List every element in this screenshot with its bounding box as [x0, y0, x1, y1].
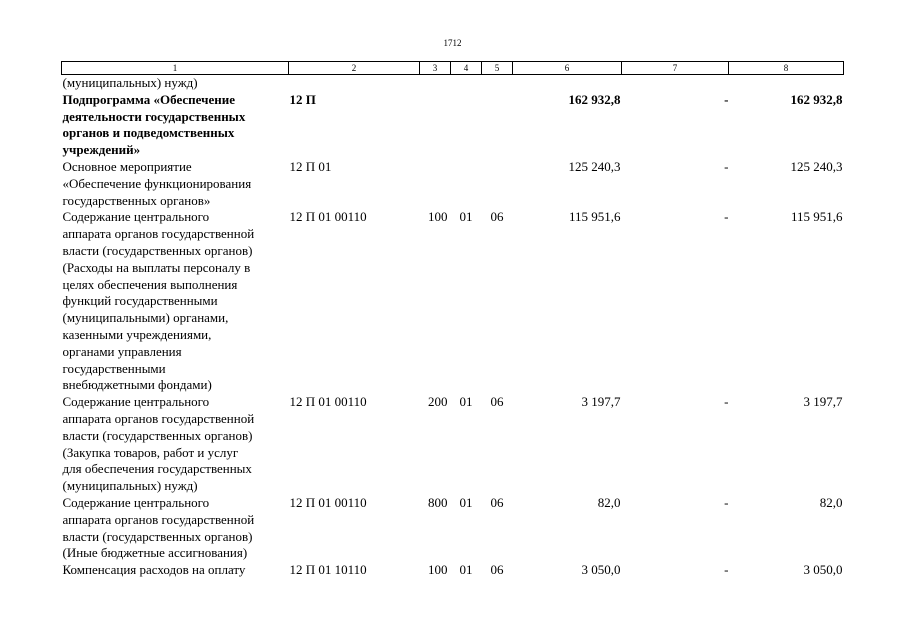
row-subsection: [482, 75, 513, 92]
row-expense-type: 800: [428, 494, 448, 510]
row-expense-type: [420, 92, 451, 159]
table-row: [62, 495, 844, 562]
row-name: [62, 495, 289, 562]
row-name-line: (Иные бюджетные ассигнования): [62, 545, 248, 561]
table-row: [62, 562, 844, 579]
header-col-1: 1: [62, 62, 289, 75]
row-expense-type: 100: [428, 209, 448, 225]
header-col-8: 8: [729, 62, 844, 75]
row-expense-type: 100: [428, 562, 448, 578]
row-name-line: органами управления: [62, 343, 182, 359]
table-row: [62, 209, 844, 394]
row-amount-col-6: 115 951,6: [568, 209, 621, 225]
row-name-line: органов и подведомственных: [62, 125, 235, 141]
row-name: [62, 394, 289, 495]
row-section: [451, 159, 482, 209]
row-name: [62, 159, 289, 209]
row-name-line: аппарата органов государственной: [62, 511, 255, 527]
row-amount-col-8: 125 240,3: [790, 158, 843, 174]
row-name-line: власти (государственных органов): [62, 427, 253, 443]
row-name-line: для обеспечения государственных: [62, 461, 252, 477]
row-name-line: аппарата органов государственной: [62, 226, 255, 242]
row-name-line: Содержание центрального: [62, 394, 210, 410]
row-name-line: государственных органов»: [62, 192, 211, 208]
row-name-line: деятельности государственных: [62, 108, 246, 124]
row-name-line: целях обеспечения выполнения: [62, 276, 238, 292]
table-row: [62, 92, 844, 159]
row-amount-col-8: [729, 75, 844, 92]
header-col-2: 2: [289, 62, 420, 75]
row-name-line: (муниципальными) органами,: [62, 310, 229, 326]
row-amount-col-7: -: [724, 158, 729, 174]
row-target-code: 12 П 01 00110: [289, 494, 367, 510]
page-number: 1712: [443, 38, 462, 48]
row-section: 01: [459, 394, 473, 410]
row-name-line: Содержание центрального: [62, 494, 210, 510]
row-subsection: 06: [490, 494, 504, 510]
row-name-line: учреждений»: [62, 142, 141, 158]
row-name-line: власти (государственных органов): [62, 242, 253, 258]
header-col-3: 3: [420, 62, 451, 75]
row-amount-col-8: 82,0: [819, 494, 843, 510]
header-col-4: 4: [451, 62, 482, 75]
row-expense-type: [420, 159, 451, 209]
row-name-line: внебюджетными фондами): [62, 377, 212, 393]
row-name: [62, 92, 289, 159]
row-amount-col-6: 162 932,8: [568, 91, 621, 107]
row-amount-col-8: 3 197,7: [803, 394, 843, 410]
row-section: [451, 92, 482, 159]
row-name-line: Компенсация расходов на оплату: [62, 562, 246, 578]
row-name: [62, 562, 289, 579]
budget-table: [61, 61, 844, 579]
row-amount-col-7: -: [724, 394, 729, 410]
row-name-line: Содержание центрального: [62, 209, 210, 225]
row-subsection: [482, 159, 513, 209]
table-row: [62, 75, 844, 92]
row-section: 01: [459, 209, 473, 225]
row-amount-col-7: [622, 75, 729, 92]
row-name-line: (Расходы на выплаты персоналу в: [62, 259, 251, 275]
row-name: [62, 209, 289, 394]
row-name-line: Основное мероприятие: [62, 158, 192, 174]
row-name-line: власти (государственных органов): [62, 528, 253, 544]
row-name-line: аппарата органов государственной: [62, 410, 255, 426]
row-subsection: 06: [490, 562, 504, 578]
row-subsection: 06: [490, 209, 504, 225]
row-amount-col-8: 162 932,8: [790, 91, 843, 107]
row-target-code: 12 П 01 00110: [289, 394, 367, 410]
row-name-line: государственными: [62, 360, 166, 376]
row-target-code: 12 П: [289, 91, 316, 107]
row-target-code: 12 П 01 00110: [289, 209, 367, 225]
row-amount-col-6: 3 050,0: [581, 562, 621, 578]
row-amount-col-6: 82,0: [597, 494, 621, 510]
row-subsection: 06: [490, 394, 504, 410]
header-col-7: 7: [622, 62, 729, 75]
table-body: [62, 75, 844, 579]
row-expense-type: [420, 75, 451, 92]
row-name-line: функций государственными: [62, 293, 218, 309]
row-amount-col-8: 3 050,0: [803, 562, 843, 578]
table-row: [62, 159, 844, 209]
header-col-5: 5: [482, 62, 513, 75]
row-name-line: казенными учреждениями,: [62, 326, 212, 342]
row-name-line: Подпрограмма «Обеспечение: [62, 91, 235, 107]
row-target-code: 12 П 01: [289, 158, 332, 174]
row-name-line: (муниципальных) нужд): [62, 75, 198, 90]
row-target-code: [289, 75, 420, 92]
table-row: [62, 394, 844, 495]
table-header: [62, 62, 844, 75]
row-section: [451, 75, 482, 92]
row-name-line: «Обеспечение функционирования: [62, 175, 252, 191]
row-amount-col-8: 115 951,6: [790, 209, 843, 225]
row-amount-col-7: -: [724, 562, 729, 578]
header-row: [62, 62, 844, 75]
row-name-line: (Закупка товаров, работ и услуг: [62, 444, 239, 460]
row-section: 01: [459, 562, 473, 578]
row-name: [62, 75, 289, 92]
row-expense-type: 200: [428, 394, 448, 410]
row-amount-col-6: 3 197,7: [581, 394, 621, 410]
row-name-line: (муниципальных) нужд): [62, 478, 198, 494]
row-section: 01: [459, 494, 473, 510]
row-amount-col-7: -: [724, 494, 729, 510]
row-amount-col-7: -: [724, 209, 729, 225]
row-subsection: [482, 92, 513, 159]
row-amount-col-7: -: [724, 91, 729, 107]
row-amount-col-6: 125 240,3: [568, 158, 621, 174]
header-col-6: 6: [513, 62, 622, 75]
row-target-code: 12 П 01 10110: [289, 562, 367, 578]
row-amount-col-6: [513, 75, 622, 92]
